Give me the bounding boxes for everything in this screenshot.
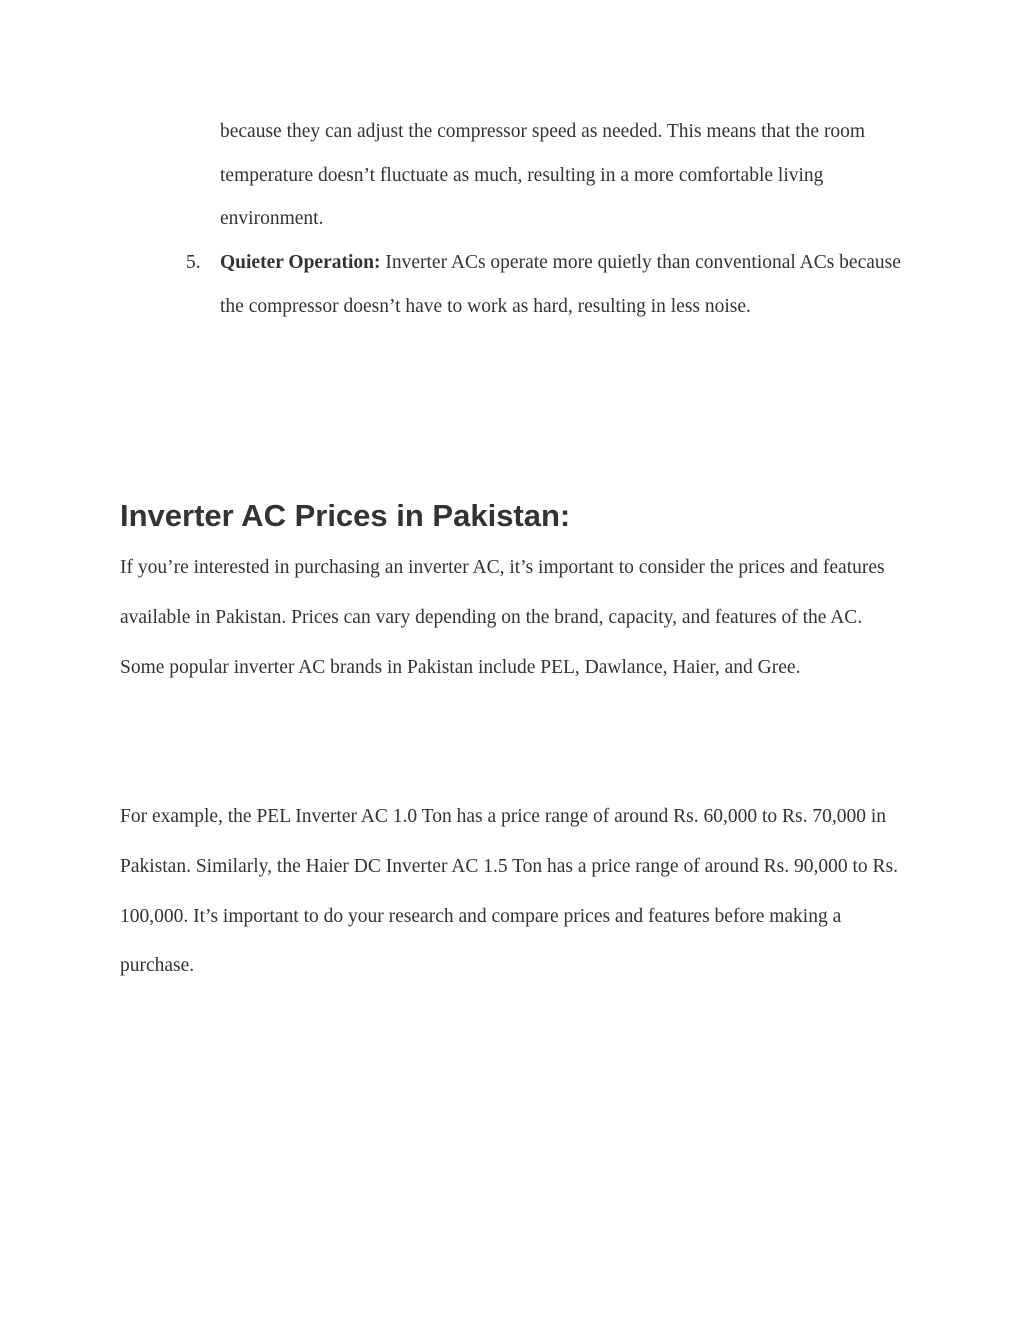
list-item-4-continuation <box>220 110 910 241</box>
section-heading: Inverter AC Prices in Pakistan: <box>120 498 571 533</box>
paragraph-prices-intro: If you’re interested in purchasing an inverter AC, it’s important to consider the prices and features available in Pakistan. Prices can vary depending on the brand, capacity, and features of the AC. Some popular inverter AC brands in Pakistan include PEL, Dawlance, Haier, and Gree. <box>120 557 885 678</box>
list-item-5-text: Inverter ACs operate more quietly than conventional ACs because the compressor doesn’t have to work as hard, resulting in less noise. <box>220 252 901 317</box>
list-item-5 <box>186 241 910 328</box>
list-item-5-number: 5. <box>186 252 201 273</box>
paragraph-price-examples: For example, the PEL Inverter AC 1.0 Ton has a price range of around Rs. 60,000 to Rs. 70,000 in Pakistan. Similarly, the Haier DC Inverter AC 1.5 Ton has a price range of around Rs. 90,000 to Rs. 100,000. It’s important to do your research and compare prices and features before making a purchase. <box>120 806 898 977</box>
list-item-4-text: because they can adjust the compressor speed as needed. This means that the room temperature doesn’t fluctuate as much, resulting in a more comfortable living environment. <box>220 121 866 230</box>
list-item-5-title: Quieter Operation: <box>220 252 381 273</box>
